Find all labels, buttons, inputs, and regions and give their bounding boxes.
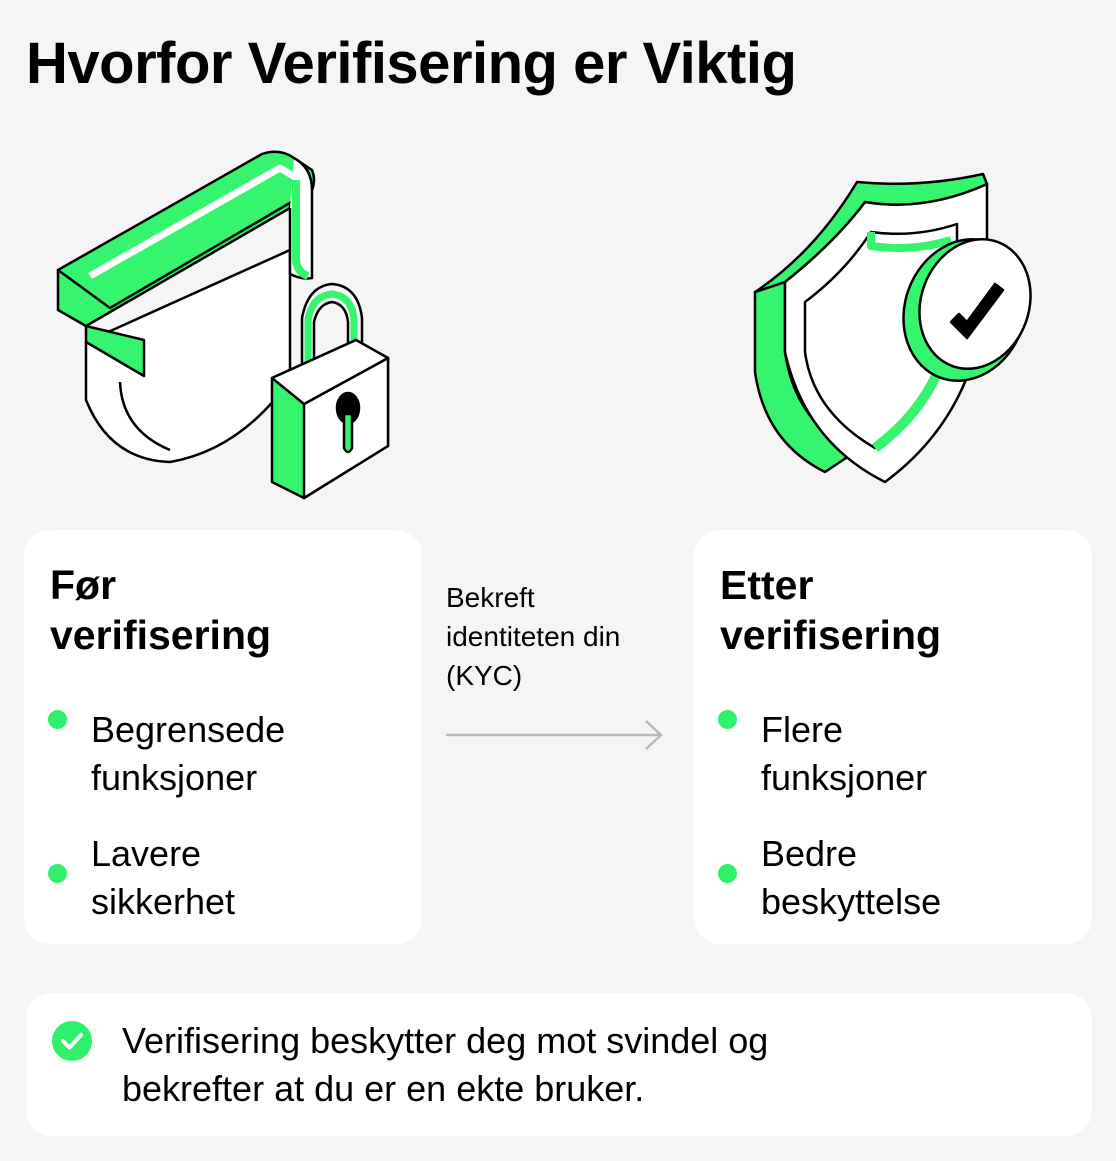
kyc-step-label: Bekreft identiteten din (KYC) bbox=[446, 582, 621, 691]
bullet-dot-icon bbox=[718, 710, 737, 729]
list-item: Flere funksjoner bbox=[718, 706, 927, 802]
before-verification-card bbox=[24, 530, 422, 944]
arrow-right-icon bbox=[444, 718, 668, 752]
check-circle-icon bbox=[52, 1021, 92, 1061]
after-card-title: Etter verifisering bbox=[720, 562, 942, 658]
bullet-dot-icon bbox=[718, 864, 737, 883]
note-text: Verifisering beskytter deg mot svindel og bekrefter at du er en ekte bruker. bbox=[122, 1020, 769, 1109]
bullet-dot-icon bbox=[48, 710, 67, 729]
before-card-title: Før verifisering bbox=[50, 562, 272, 658]
shield-checkmark-icon bbox=[745, 172, 1045, 492]
speech-bubble-padlock-icon bbox=[50, 150, 400, 510]
page-title: Hvorfor Verifisering er Viktig bbox=[26, 31, 797, 96]
list-item: Lavere sikkerhet bbox=[48, 830, 235, 926]
list-item: Begrensede funksjoner bbox=[48, 706, 285, 802]
bullet-dot-icon bbox=[48, 864, 67, 883]
after-verification-card bbox=[694, 530, 1092, 944]
list-item: Bedre beskyttelse bbox=[718, 830, 941, 926]
info-note bbox=[26, 993, 1092, 1136]
